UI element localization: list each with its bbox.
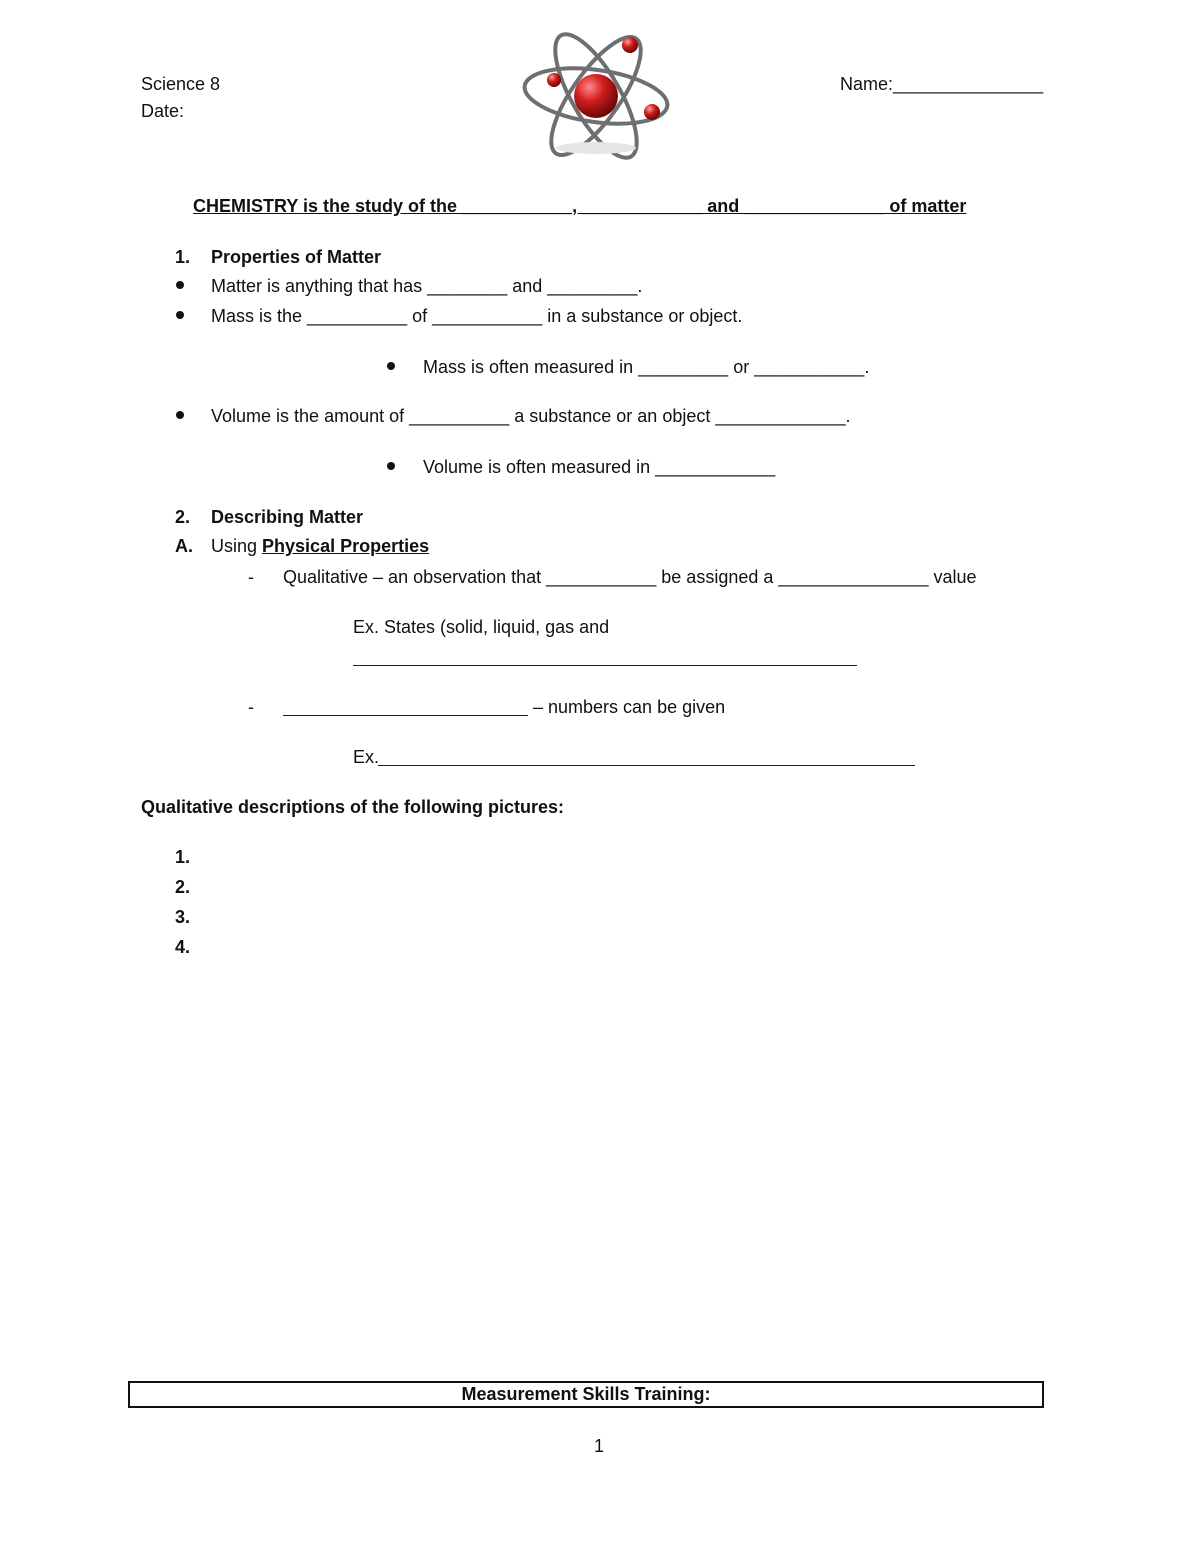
answer-line [283,715,528,716]
answer-line [378,765,915,766]
sub-section-letter: A. [175,536,193,556]
measurement-skills-box [128,1381,1044,1408]
bullet-icon [176,311,184,319]
pictures-heading: Qualitative descriptions of the following pictures: [141,797,565,817]
measurement-skills-title: Measurement Skills Training: [461,1384,711,1404]
qualitative-definition: Qualitative – an observation that ___________ be assigned a _______________ value [283,567,977,587]
list-item: Volume is the amount of __________ a substance or an object _____________. [211,406,851,426]
list-item: 1. [175,847,191,867]
name-field: Name:_______________ [840,74,1044,94]
page-number: 1 [594,1436,605,1456]
date-label: Date: [141,101,185,121]
example-states: Ex. States (solid, liquid, gas and [353,617,610,637]
example-label: Ex. [353,747,380,767]
section-1-heading: Properties of Matter [211,247,382,267]
section-2-heading: Describing Matter [211,507,364,527]
course-label: Science 8 [141,74,221,94]
physical-properties-label: Physical Properties [262,536,430,556]
atom-icon [510,30,680,165]
sub-list-item: Volume is often measured in ____________ [423,457,776,477]
list-item: Mass is the __________ of ___________ in a substance or object. [211,306,743,326]
bullet-icon [176,281,184,289]
list-item: 3. [175,907,191,927]
bullet-icon [176,411,184,419]
list-item: 4. [175,937,191,957]
answer-line [353,665,857,666]
quantitative-definition: – numbers can be given [533,697,726,717]
sub-list-item: Mass is often measured in _________ or ___________. [423,357,870,377]
list-item: 2. [175,877,191,897]
sub-section-text: Using [211,536,263,556]
dash-marker: - [248,697,254,717]
list-item: Matter is anything that has ________ and _________. [211,276,643,296]
bullet-icon [387,462,395,470]
bullet-icon [387,362,395,370]
page-title: CHEMISTRY is the study of the ___________, ____________ and ______________ of matter [193,196,967,216]
sub-section-heading [211,535,429,557]
section-1-number: 1. [175,247,191,267]
section-2-number: 2. [175,507,191,527]
dash-marker: - [248,567,254,587]
